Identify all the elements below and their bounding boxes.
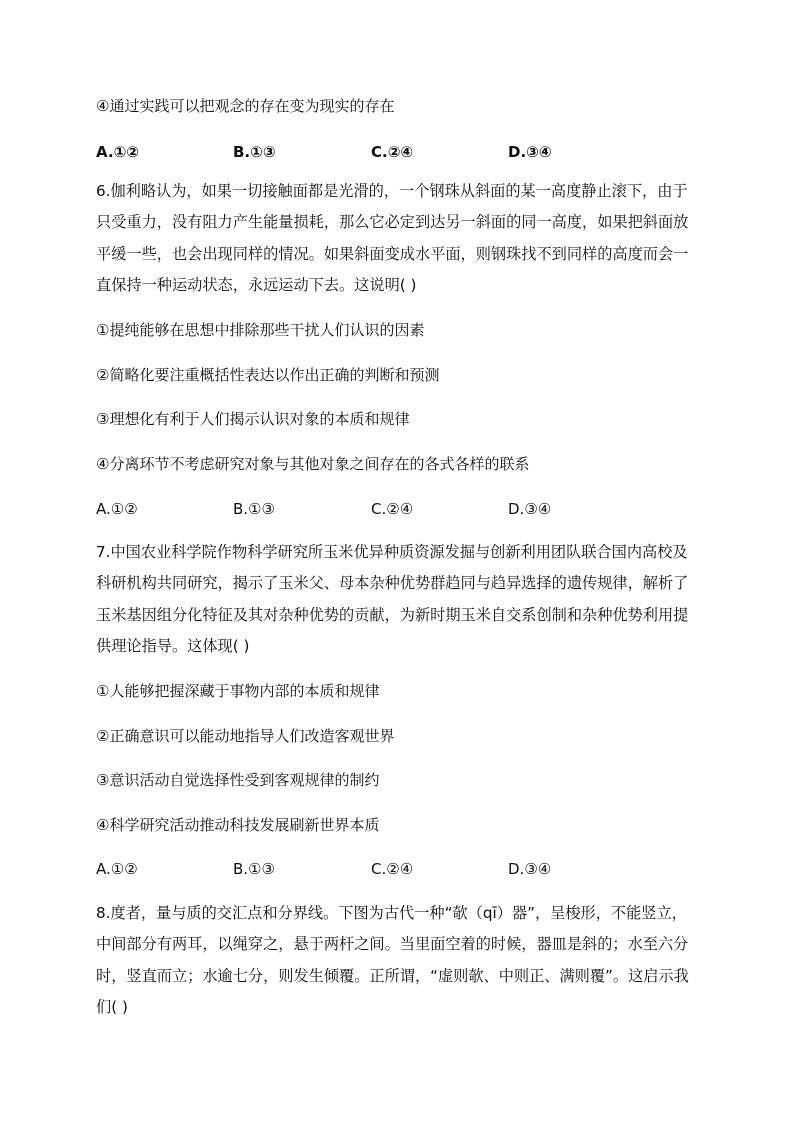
q6-options [96,499,696,519]
q7-stem: 7.中国农业科学院作物科学研究所玉米优异种质资源发掘与创新利用团队联合国内高校及科研机构共同研究，揭示了玉米父、母本杂种优势群趋同与趋异选择的遗传规律，解析了玉米基因组分化特征及其对杂种优势的贡献，为新时期玉米自交系创制和杂种优势利用提供理论指导。这体现( ) [96,543,689,656]
q6-item-1: ①提纯能够在思想中排除那些干扰人们认识的因素 [96,321,425,339]
q7-option-d: D.③④ [508,860,552,878]
q6-item-3: ③理想化有利于人们揭示认识对象的本质和规律 [96,410,410,428]
q6-option-d: D.③④ [508,500,552,518]
q5-option-a: A.①② [96,143,139,161]
q7-item-4: ④科学研究活动推动科技发展刷新世界本质 [96,816,380,834]
q7-option-a: A.①② [96,860,138,878]
q6-option-b: B.①③ [233,500,275,518]
q7-option-b: B.①③ [233,860,275,878]
q7-item-2: ②正确意识可以能动地指导人们改造客观世界 [96,727,395,745]
q7-options [96,859,696,879]
q6-stem: 6.伽利略认为，如果一切接触面都是光滑的，一个钢珠从斜面的某一高度静止滚下，由于只受重力，没有阻力产生能量损耗，那么它必定到达另一斜面的同一高度，如果把斜面放平缓一些，也会出现同样的情况。如果斜面变成水平面，则钢珠找不到同样的高度而会一直保持一种运动状态，永远运动下去。这说明( ) [96,182,689,295]
q5-item-4: ④通过实践可以把观念的存在变为现实的存在 [96,97,395,115]
q8-stem: 8.度者，量与质的交汇点和分界线。下图为古代一种“欹（qī）器”，呈梭形，不能竖立，中间部分有两耳，以绳穿之，悬于两杆之间。当里面空着的时候，器皿是斜的；水至六分时，竖直而立；水逾七分，则发生倾覆。正所谓，“虚则欹、中则正、满则覆”。这启示我们( ) [96,904,689,1017]
q6-item-4: ④分离环节不考虑研究对象与其他对象之间存在的各式各样的联系 [96,455,530,473]
q5-options [96,142,696,162]
q6-option-a: A.①② [96,500,138,518]
q7-item-1: ①人能够把握深藏于事物内部的本质和规律 [96,682,380,700]
q7-item-3: ③意识活动自觉选择性受到客观规律的制约 [96,771,380,789]
q6-item-2: ②简略化要注重概括性表达以作出正确的判断和预测 [96,366,440,384]
q6-option-c: C.②④ [371,500,414,518]
q5-option-c: C.②④ [371,143,414,161]
q7-option-c: C.②④ [371,860,414,878]
q5-option-b: B.①③ [233,143,276,161]
q5-option-d: D.③④ [508,143,552,161]
